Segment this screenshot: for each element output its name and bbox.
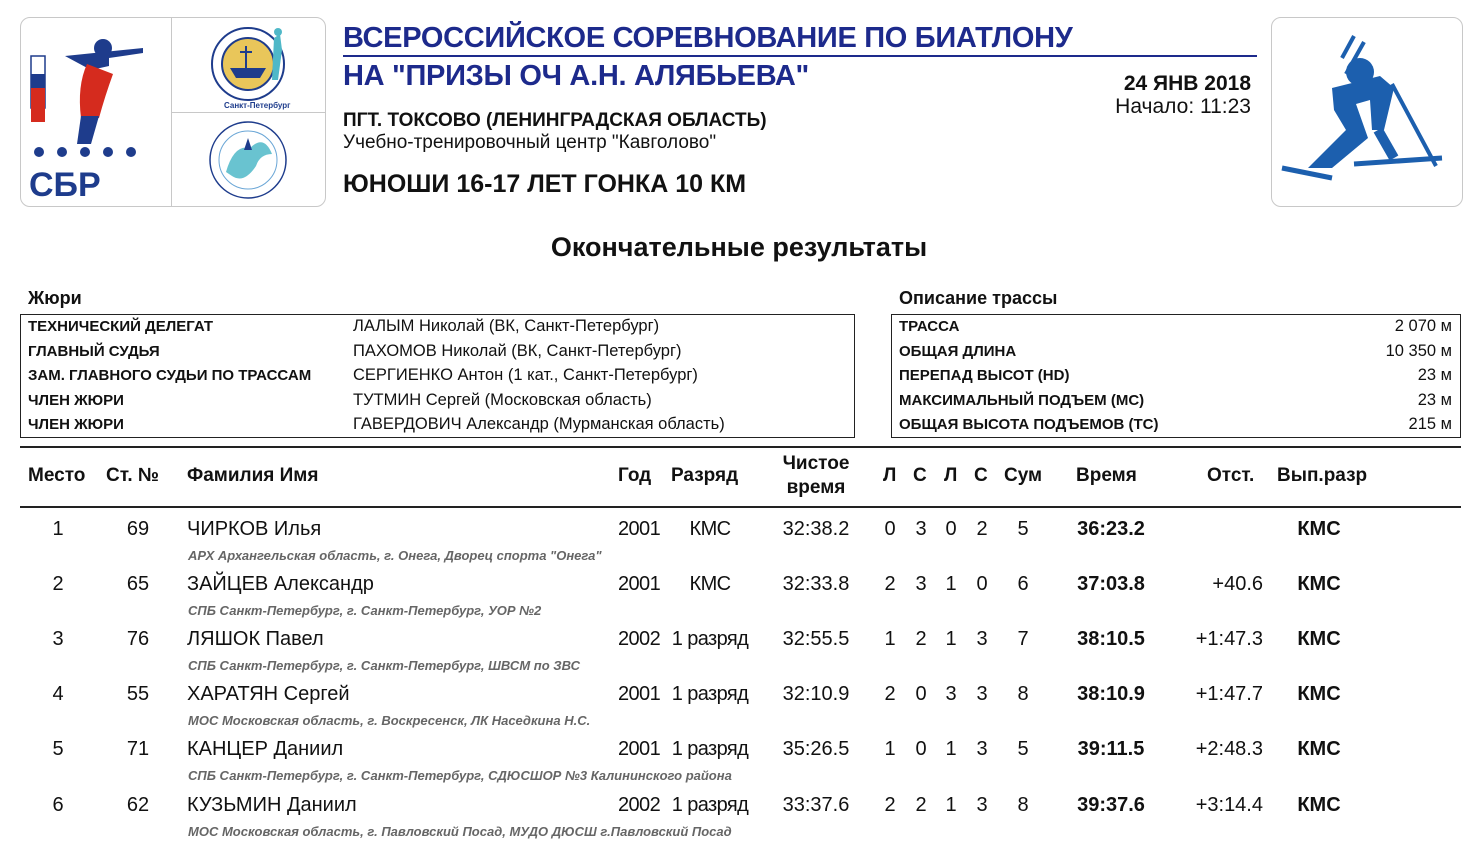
- jury-row: [21, 340, 854, 365]
- athlete-name: КУЗЬМИН Даниил: [187, 794, 357, 816]
- total-time: 38:10.5: [1077, 628, 1145, 650]
- achieved-rank: КМС: [1297, 518, 1341, 540]
- shoot-1: 1: [884, 628, 896, 650]
- total-time: 39:37.6: [1077, 794, 1145, 816]
- shoot-2: 0: [915, 683, 927, 705]
- shoot-4: 3: [976, 738, 988, 760]
- sbr-logo: [25, 26, 167, 201]
- shoot-4: 0: [976, 573, 988, 595]
- jury-row: [21, 315, 854, 340]
- place: 2: [52, 573, 64, 595]
- penalty-sum: 5: [1017, 738, 1029, 760]
- shoot-1: 1: [884, 738, 896, 760]
- net-time: 33:37.6: [782, 794, 850, 816]
- total-time: 38:10.9: [1077, 683, 1145, 705]
- total-time: 36:23.2: [1077, 518, 1145, 540]
- achieved-rank: КМС: [1297, 683, 1341, 705]
- total-time: 37:03.8: [1077, 573, 1145, 595]
- header-place: Место: [28, 465, 86, 486]
- jury-table: [20, 314, 855, 438]
- jury-member: ПАХОМОВ Николай (ВК, Санкт-Петербург): [353, 341, 682, 360]
- shoot-3: 1: [945, 628, 957, 650]
- event-start-time: Начало: 11:23: [1115, 95, 1251, 118]
- place: 5: [52, 738, 64, 760]
- course-row: [892, 389, 1460, 414]
- table-row: [0, 786, 1478, 842]
- federation-city: Санкт-Петербург: [224, 101, 291, 110]
- place: 4: [52, 683, 64, 705]
- table-row: [0, 730, 1478, 786]
- time-behind: +3:14.4: [1195, 794, 1263, 816]
- shoot-1: 2: [884, 573, 896, 595]
- birth-year: 2002: [618, 794, 661, 816]
- time-behind: +2:48.3: [1195, 738, 1263, 760]
- athlete-name: ХАРАТЯН Сергей: [187, 683, 350, 705]
- shoot-1: 0: [884, 518, 896, 540]
- rank: 1 разряд: [671, 794, 749, 816]
- course-row: [892, 364, 1460, 389]
- bib: 76: [126, 628, 150, 650]
- rank: КМС: [689, 573, 731, 595]
- athlete-name: КАНЦЕР Даниил: [187, 738, 344, 760]
- shoot-4: 3: [976, 794, 988, 816]
- header-shoot-4: С: [974, 465, 988, 486]
- athlete-club: СПБ Санкт-Петербург, г. Санкт-Петербург, ШВСМ по ЗВС: [188, 658, 581, 673]
- achieved-rank: КМС: [1297, 628, 1341, 650]
- jury-role: ЧЛЕН ЖЮРИ: [28, 391, 124, 409]
- header-behind: Отст.: [1207, 465, 1255, 486]
- shoot-1: 2: [884, 794, 896, 816]
- course-row: [892, 413, 1460, 438]
- shoot-4: 3: [976, 683, 988, 705]
- rank: 1 разряд: [671, 628, 749, 650]
- rank: КМС: [689, 518, 731, 540]
- header-time: Время: [1076, 465, 1137, 486]
- shoot-1: 2: [884, 683, 896, 705]
- rank: 1 разряд: [671, 738, 749, 760]
- athlete-club: МОС Московская область, г. Воскресенск, ЛК Наседкина Н.С.: [188, 713, 591, 728]
- shoot-3: 0: [945, 518, 957, 540]
- course-row: [892, 340, 1460, 365]
- bib: 69: [126, 518, 150, 540]
- achieved-rank: КМС: [1297, 794, 1341, 816]
- athlete-name: ЧИРКОВ Илья: [187, 518, 322, 540]
- event-title-line1: ВСЕРОССИЙСКОЕ СОРЕВНОВАНИЕ ПО БИАТЛОНУ: [343, 22, 1073, 54]
- header-net-time-line2: время: [786, 477, 846, 498]
- course-value: 23 м: [1417, 366, 1452, 384]
- athlete-club: АРХ Архангельская область, г. Онега, Дворец спорта "Онега": [188, 548, 602, 563]
- net-time: 32:55.5: [782, 628, 850, 650]
- penalty-sum: 7: [1017, 628, 1029, 650]
- athlete-club: СПБ Санкт-Петербург, г. Санкт-Петербург, УОР №2: [188, 603, 542, 618]
- course-value: 2 070 м: [1394, 317, 1452, 335]
- birth-year: 2001: [618, 518, 661, 540]
- achieved-rank: КМС: [1297, 738, 1341, 760]
- rank: 1 разряд: [671, 683, 749, 705]
- time-behind: +40.6: [1212, 573, 1263, 595]
- race-category: ЮНОШИ 16-17 ЛЕТ ГОНКА 10 КМ: [343, 170, 747, 198]
- jury-role: ГЛАВНЫЙ СУДЬЯ: [28, 342, 160, 360]
- shoot-2: 0: [915, 738, 927, 760]
- course-label: ОБЩАЯ ВЫСОТА ПОДЪЕМОВ (TC): [899, 416, 1159, 433]
- title-underline: [343, 55, 1257, 57]
- bib: 55: [126, 683, 150, 705]
- birth-year: 2002: [618, 628, 661, 650]
- shoot-2: 3: [915, 573, 927, 595]
- event-title-line2: НА "ПРИЗЫ ОЧ А.Н. АЛЯБЬЕВА": [343, 60, 809, 92]
- results-title: Окончательные результаты: [550, 232, 928, 262]
- jury-role: ЗАМ. ГЛАВНОГО СУДЬИ ПО ТРАССАМ: [28, 367, 312, 384]
- venue-center: Учебно-тренировочный центр "Кавголово": [343, 132, 717, 153]
- bib: 71: [126, 738, 150, 760]
- jury-member: ЛАЛЫМ Николай (ВК, Санкт-Петербург): [353, 317, 660, 335]
- course-label: ТРАССА: [899, 318, 960, 335]
- header-shoot-3: Л: [944, 465, 958, 486]
- header-shoot-2: С: [913, 465, 927, 486]
- venue-location: ПГТ. ТОКСОВО (ЛЕНИНГРАДСКАЯ ОБЛАСТЬ): [343, 110, 767, 131]
- time-behind: +1:47.3: [1195, 628, 1263, 650]
- total-time: 39:11.5: [1077, 738, 1145, 760]
- net-time: 32:10.9: [782, 683, 850, 705]
- penalty-sum: 5: [1017, 518, 1029, 540]
- athlete-club: МОС Московская область, г. Павловский Посад, МУДО ДЮСШ г.Павловский Посад: [188, 824, 732, 839]
- net-time: 32:38.2: [782, 518, 850, 540]
- header-achieved-rank: Вып.разр: [1277, 465, 1368, 486]
- course-table: [891, 314, 1461, 438]
- athlete-name: ЛЯШОК Павел: [187, 628, 324, 650]
- course-value: 10 350 м: [1385, 341, 1452, 360]
- table-row: [0, 565, 1478, 621]
- header-net-time: [772, 452, 860, 500]
- course-value: 23 м: [1417, 390, 1452, 409]
- results-header: [20, 446, 1461, 508]
- course-row: [892, 315, 1460, 340]
- header-name: Фамилия Имя: [187, 465, 319, 486]
- penalty-sum: 8: [1017, 794, 1029, 816]
- net-time: 35:26.5: [782, 738, 850, 760]
- committee-logo: [174, 114, 324, 206]
- skier-icon: [1272, 18, 1462, 206]
- header-shoot-1: Л: [883, 465, 897, 486]
- jury-row: [21, 413, 854, 438]
- place: 3: [52, 628, 64, 650]
- penalty-sum: 8: [1017, 683, 1029, 705]
- shoot-4: 3: [976, 628, 988, 650]
- header-penalty-sum: Сум: [1004, 465, 1043, 486]
- shoot-3: 1: [945, 794, 957, 816]
- jury-role: ЧЛЕН ЖЮРИ: [28, 416, 124, 433]
- course-label: ОБЩАЯ ДЛИНА: [899, 342, 1017, 360]
- achieved-rank: КМС: [1297, 573, 1341, 595]
- shoot-2: 2: [915, 794, 927, 816]
- jury-row: [21, 364, 854, 389]
- net-time: 32:33.8: [782, 573, 850, 595]
- biathlon-pictogram: [1271, 17, 1463, 207]
- penalty-sum: 6: [1017, 573, 1029, 595]
- shoot-4: 2: [976, 518, 988, 540]
- header-net-time-line1: Чистое: [782, 453, 850, 474]
- header-year: Год: [618, 465, 652, 486]
- course-label: ПЕРЕПАД ВЫСОТ (HD): [899, 367, 1070, 384]
- jury-heading: Жюри: [28, 288, 82, 308]
- shoot-3: 1: [945, 573, 957, 595]
- shoot-2: 3: [915, 518, 927, 540]
- federation-logo: [174, 20, 324, 112]
- bib: 65: [126, 573, 150, 595]
- birth-year: 2001: [618, 573, 661, 595]
- course-value: 215 м: [1408, 415, 1452, 433]
- table-row: [0, 510, 1478, 566]
- shoot-2: 2: [915, 628, 927, 650]
- jury-role: ТЕХНИЧЕСКИЙ ДЕЛЕГАТ: [28, 318, 214, 335]
- header-rank: Разряд: [671, 465, 739, 486]
- table-row: [0, 620, 1478, 676]
- shoot-3: 1: [945, 738, 957, 760]
- shoot-3: 3: [945, 683, 957, 705]
- course-label: МАКСИМАЛЬНЫЙ ПОДЪЕМ (MC): [899, 391, 1145, 409]
- sbr-text: СБР: [29, 166, 101, 201]
- time-behind: +1:47.7: [1195, 683, 1263, 705]
- jury-member: ГАВЕРДОВИЧ Александр (Мурманская область): [353, 415, 725, 433]
- organizer-logos: [20, 17, 326, 207]
- table-row: [0, 675, 1478, 731]
- header-bib: Ст. №: [106, 465, 160, 486]
- athlete-name: ЗАЙЦЕВ Александр: [187, 573, 374, 595]
- birth-year: 2001: [618, 738, 661, 760]
- jury-member: ТУТМИН Сергей (Московская область): [353, 390, 652, 409]
- jury-member: СЕРГИЕНКО Антон (1 кат., Санкт-Петербург): [353, 366, 698, 384]
- course-heading: Описание трассы: [899, 288, 1058, 308]
- place: 1: [52, 518, 64, 540]
- birth-year: 2001: [618, 683, 661, 705]
- event-date: 24 ЯНВ 2018: [1123, 72, 1251, 95]
- jury-row: [21, 389, 854, 414]
- athlete-club: СПБ Санкт-Петербург, г. Санкт-Петербург, СДЮСШОР №3 Калининского района: [188, 768, 732, 783]
- place: 6: [52, 794, 64, 816]
- bib: 62: [126, 794, 150, 816]
